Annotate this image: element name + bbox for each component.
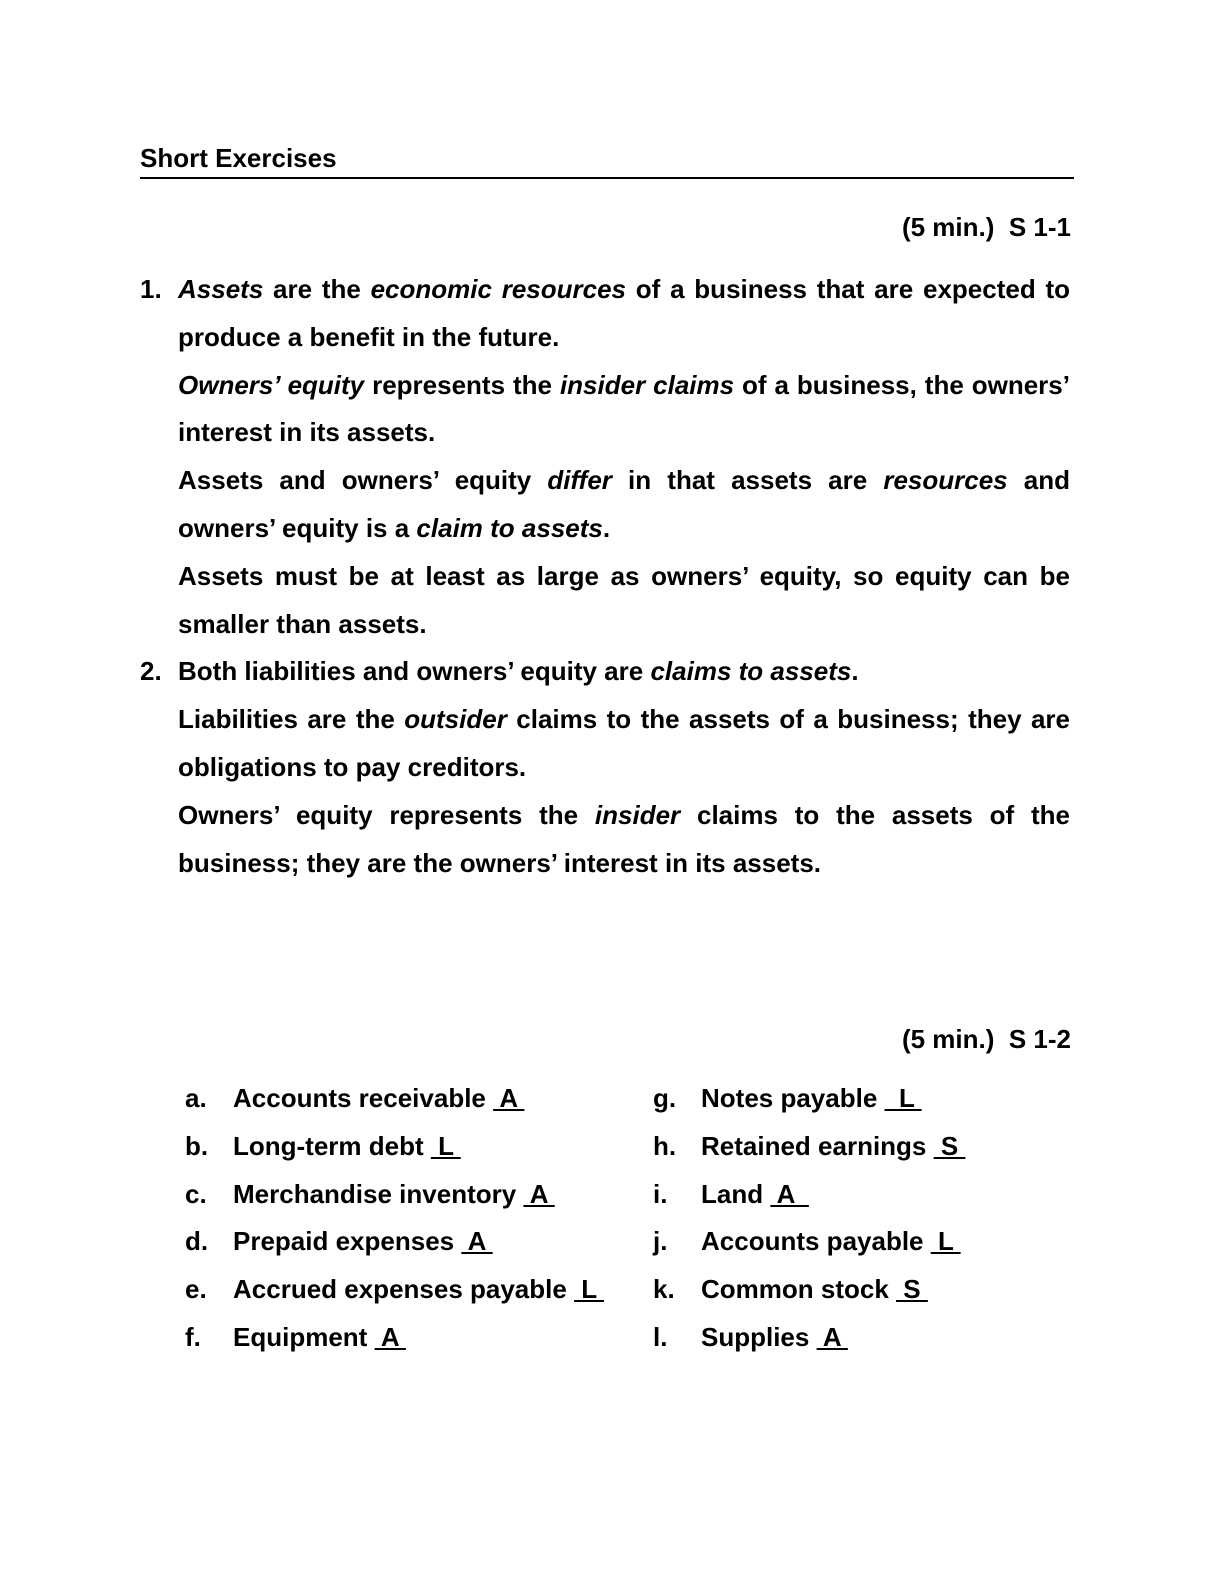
account-label: Prepaid expenses <box>233 1226 455 1257</box>
account-label: Accounts payable <box>701 1226 924 1257</box>
row-letter: h. <box>653 1130 677 1161</box>
classification-row <box>653 1218 965 1266</box>
row-letter: l. <box>653 1321 668 1352</box>
emphasized-term: Owners’ equity <box>178 369 365 400</box>
account-label: Notes payable <box>701 1083 878 1113</box>
account-label: Accounts receivable <box>233 1083 486 1113</box>
text-run: Liabilities are the <box>178 704 405 735</box>
classification-answer: A <box>770 1178 809 1209</box>
text-run: Assets must be at least as large as owners’ equity, so equity can be smaller than assets. <box>178 560 1070 639</box>
text-run: claims to the assets of the business; they are the owners’ interest in its assets. <box>178 799 1071 878</box>
text-run: Owners’ equity represents the <box>178 799 595 830</box>
emphasized-term: economic resources <box>370 274 627 304</box>
row-letter: a. <box>185 1083 207 1113</box>
classification-answer: L <box>430 1130 461 1161</box>
row-letter: g. <box>653 1083 677 1113</box>
classification-row <box>185 1171 604 1219</box>
classification-answer: S <box>933 1130 966 1161</box>
classification-row <box>653 1075 965 1123</box>
classification-row <box>653 1266 965 1314</box>
classification-answer: L <box>574 1274 604 1305</box>
account-label: Accrued expenses payable <box>233 1274 567 1305</box>
text-run: of a business, the owners’ interest in its assets. <box>178 369 1070 448</box>
row-letter: f. <box>185 1321 201 1352</box>
emphasized-term: Assets <box>178 274 264 304</box>
classification-list-left <box>185 1075 604 1362</box>
row-letter: c. <box>185 1178 207 1209</box>
classification-answer: A <box>493 1083 525 1113</box>
account-label: Retained earnings <box>701 1130 927 1161</box>
account-label: Supplies <box>701 1321 810 1352</box>
emphasized-term: differ <box>547 465 612 496</box>
classification-row <box>185 1123 604 1171</box>
text-run: and owners’ equity is a <box>178 465 1070 543</box>
classification-row <box>653 1314 965 1362</box>
answer-paragraph <box>178 648 1070 696</box>
account-label: Common stock <box>701 1274 889 1305</box>
account-label: Merchandise inventory <box>233 1178 517 1209</box>
answer-paragraph <box>178 553 1070 649</box>
numbered-item <box>140 648 1070 887</box>
classification-row <box>185 1075 604 1123</box>
answer-paragraph <box>178 362 1070 458</box>
classification-row <box>653 1123 965 1171</box>
emphasized-term: outsider <box>404 704 507 735</box>
text-run: Assets and owners’ equity <box>178 465 548 496</box>
classification-list-right <box>653 1075 965 1362</box>
emphasized-term: claim to assets <box>416 512 603 543</box>
text-run: claims to the assets of a business; they are obligations to pay creditors. <box>178 704 1070 782</box>
classification-answer: A <box>461 1226 493 1257</box>
answer-paragraph <box>178 792 1070 888</box>
account-label: Land <box>701 1178 764 1209</box>
row-letter: j. <box>653 1226 668 1257</box>
text-run: . <box>851 656 859 687</box>
classification-answer: L <box>930 1226 961 1257</box>
classification-row <box>185 1314 604 1362</box>
text-run: in that assets are <box>611 465 884 496</box>
row-letter: i. <box>653 1178 668 1209</box>
text-run: are the <box>263 274 371 304</box>
exercise-s1-1-answers <box>140 266 1070 887</box>
text-run: Both liabilities and owners’ equity are <box>178 656 651 687</box>
classification-answer: S <box>896 1274 928 1305</box>
emphasized-term: resources <box>883 465 1008 496</box>
classification-answer: A <box>374 1321 406 1352</box>
exercise-reference-s1-2: (5 min.) S 1-2 <box>901 1024 1071 1054</box>
item-number: 1. <box>140 274 162 304</box>
emphasized-term: insider claims <box>559 369 735 400</box>
text-run: represents the <box>364 369 560 400</box>
numbered-item <box>140 266 1070 648</box>
classification-row <box>185 1266 604 1314</box>
answer-paragraph <box>178 457 1070 553</box>
row-letter: b. <box>185 1130 209 1161</box>
answer-paragraph <box>178 696 1070 792</box>
emphasized-term: insider <box>594 799 681 830</box>
row-letter: k. <box>653 1274 675 1305</box>
classification-row <box>185 1218 604 1266</box>
row-letter: d. <box>185 1226 209 1257</box>
text-run: of a business that are expected to produce a benefit in the future. <box>178 274 1071 352</box>
emphasized-term: claims to assets <box>650 656 852 687</box>
section-heading: Short Exercises <box>140 141 1074 179</box>
item-number: 2. <box>140 656 162 687</box>
classification-answer: L <box>884 1083 922 1113</box>
row-letter: e. <box>185 1274 207 1305</box>
text-run: . <box>602 512 611 543</box>
classification-answer: A <box>523 1178 555 1209</box>
account-label: Long-term debt <box>233 1130 424 1161</box>
classification-row <box>653 1171 965 1219</box>
exercise-reference-s1-1: (5 min.) S 1-1 <box>901 212 1071 242</box>
answer-paragraph <box>178 266 1070 362</box>
account-label: Equipment <box>233 1321 368 1352</box>
classification-answer: A <box>816 1321 848 1352</box>
